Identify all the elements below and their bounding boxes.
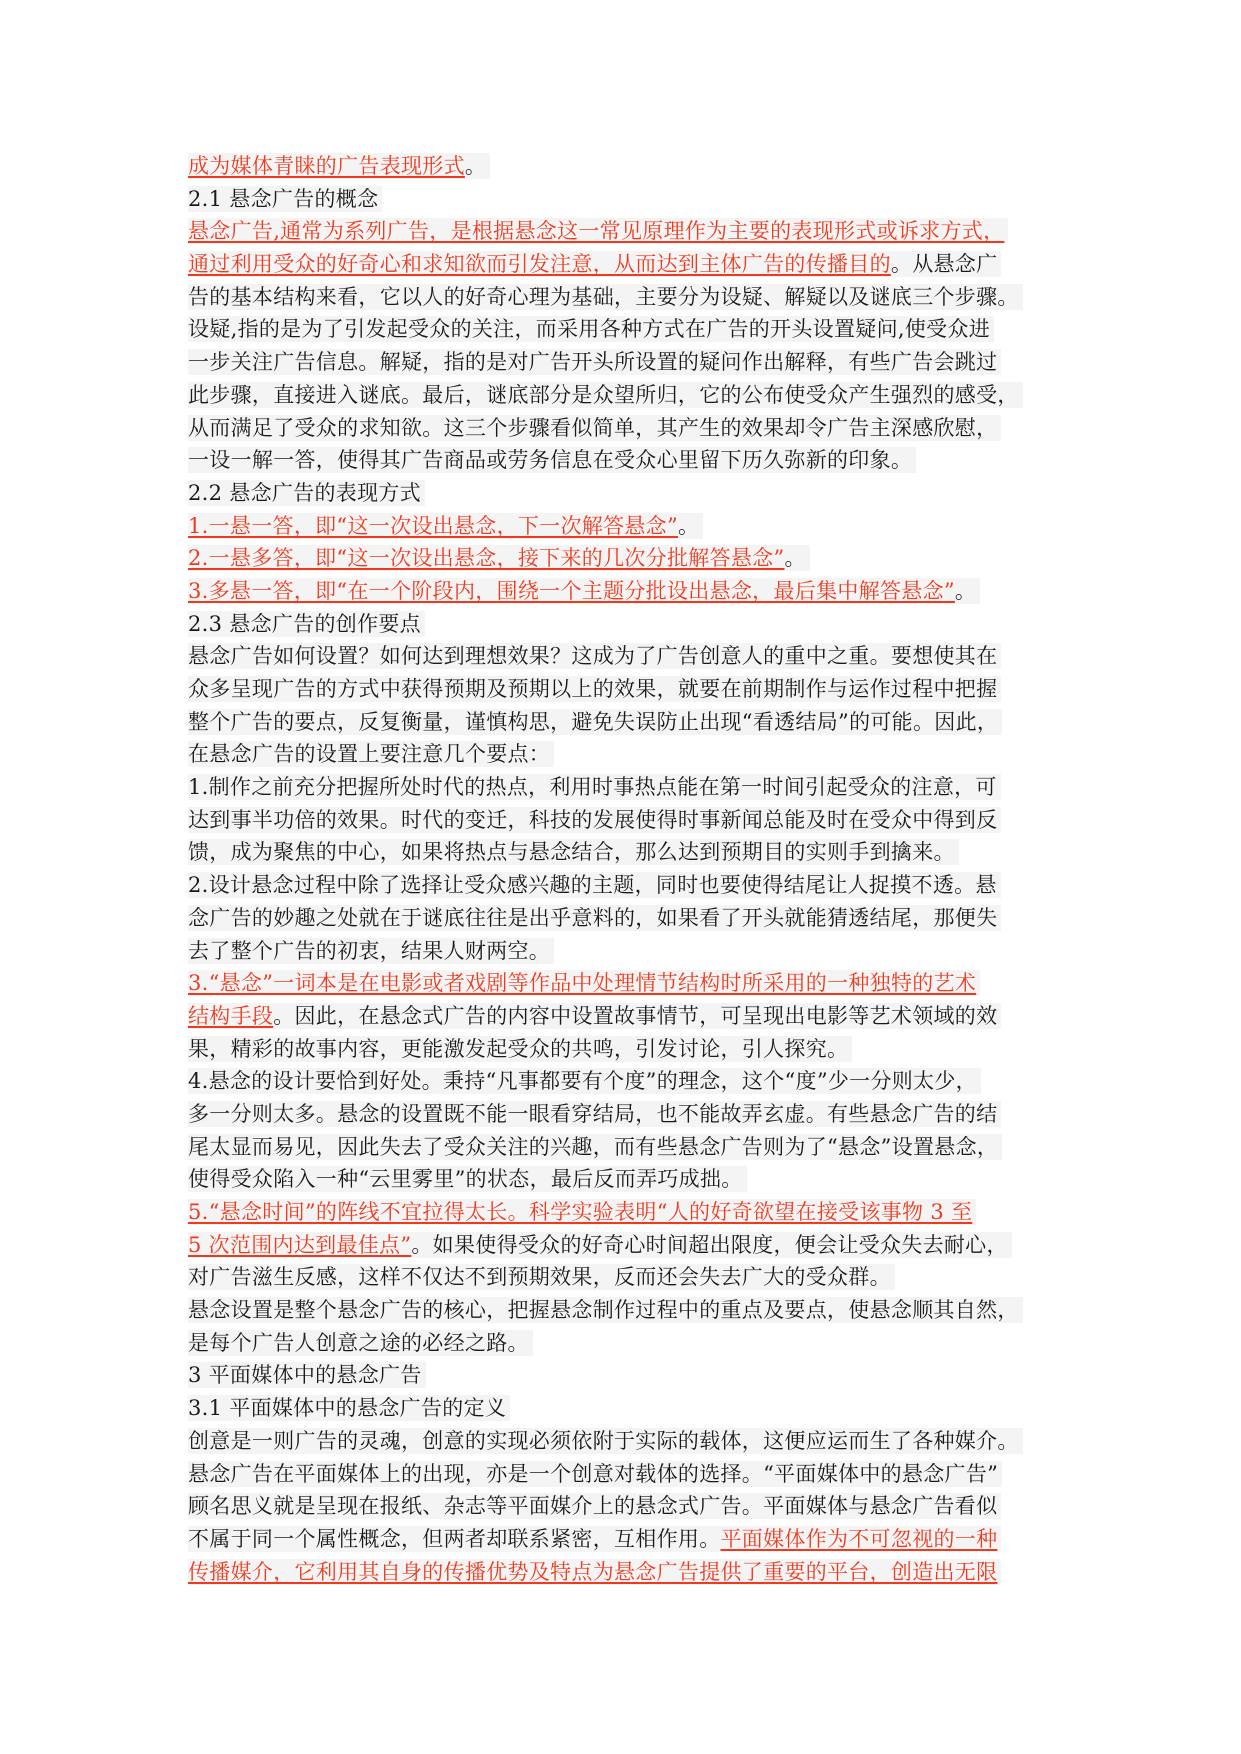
line-content xyxy=(188,938,554,964)
text-line xyxy=(188,183,1056,216)
text-line xyxy=(188,215,1056,248)
body-text: 在悬念广告的设置上要注意几个要点： xyxy=(188,742,551,767)
line-content xyxy=(188,513,703,539)
body-text: 。 xyxy=(784,546,806,571)
body-text: 设疑,指的是为了引发起受众的关注，而采用各种方式在广告的开头设置疑问,使受众进 xyxy=(188,317,991,342)
text-line xyxy=(188,313,1056,346)
text-line xyxy=(188,804,1056,837)
line-content xyxy=(188,447,916,473)
text-line xyxy=(188,1327,1056,1360)
highlighted-text: 悬念广告,通常为系列广告，是根据悬念这一常见原理作为主要的表现形式或诉求方式， xyxy=(188,219,1005,244)
body-text: 整个广告的要点，反复衡量，谨慎构思，避免失误防止出现“看透结局”的可能。因此， xyxy=(188,709,999,734)
text-line xyxy=(188,640,1056,673)
body-text: 一设一解一答，使得其广告商品或劳务信息在受众心里留下历久弥新的印象。 xyxy=(188,448,913,473)
line-content xyxy=(188,251,1001,277)
line-content xyxy=(188,839,959,865)
text-line xyxy=(188,281,1056,314)
line-content xyxy=(188,382,1023,408)
text-line xyxy=(188,510,1056,543)
text-line xyxy=(188,1425,1056,1458)
line-content xyxy=(188,578,980,604)
line-content xyxy=(188,1362,426,1388)
text-line xyxy=(188,1229,1056,1262)
body-text: 顾名思义就是呈现在报纸、杂志等平面媒介上的悬念式广告。平面媒体与悬念广告看似 xyxy=(188,1494,998,1519)
text-line xyxy=(188,1359,1056,1392)
highlighted-text: 平面媒体作为不可忽视的一种 xyxy=(720,1526,998,1551)
text-line xyxy=(188,444,1056,477)
line-content xyxy=(188,1166,747,1192)
body-text: 告的基本结构来看，它以人的好奇心理为基础，主要分为设疑、解疑以及谜底三个步骤。 xyxy=(188,284,1019,309)
text-line xyxy=(188,1163,1056,1196)
line-content xyxy=(188,807,1001,833)
body-text: 2.3 悬念广告的创作要点 xyxy=(188,611,421,636)
highlighted-text: 结构手段 xyxy=(188,1003,274,1028)
body-text: 。 xyxy=(464,154,487,178)
highlighted-text: 5 次范围内达到最佳点” xyxy=(188,1232,412,1257)
text-line xyxy=(188,346,1056,379)
body-text: 。 xyxy=(678,513,700,538)
line-content xyxy=(188,284,1023,310)
body-text: 2.1 悬念广告的概念 xyxy=(188,186,379,211)
line-content xyxy=(188,774,1001,800)
document-body xyxy=(188,150,1056,1588)
body-text: 3 平面媒体中的悬念广告 xyxy=(188,1363,422,1388)
line-content xyxy=(188,316,994,342)
line-content xyxy=(188,480,425,506)
line-content xyxy=(188,709,1002,735)
body-text: 是每个广告人创意之途的必经之路。 xyxy=(188,1330,529,1355)
line-content xyxy=(188,676,1001,702)
line-content xyxy=(188,218,1008,244)
line-content xyxy=(188,153,490,179)
body-text: 多一分则太多。悬念的设置既不能一眼看穿结局，也不能故弄玄虚。有些悬念广告的结 xyxy=(188,1101,998,1126)
highlighted-text: 2.一悬多答，即“这一次设出悬念，接下来的几次分批解答悬念” xyxy=(188,546,785,571)
text-line xyxy=(188,935,1056,968)
highlighted-text: 1.一悬一答，即“这一次设出悬念，下一次解答悬念” xyxy=(188,513,679,538)
line-content xyxy=(188,1036,852,1062)
line-content xyxy=(188,349,1001,375)
body-text: 悬念广告如何设置？如何达到理想效果？这成为了广告创意人的重中之重。要想使其在 xyxy=(188,644,998,669)
highlighted-text: 传播媒介，它利用其自身的传播优势及特点为悬念广告提供了重要的平台，创造出无限 xyxy=(188,1559,998,1584)
line-content xyxy=(188,545,810,571)
text-line xyxy=(188,1196,1056,1229)
body-text: 念广告的妙趣之处就在于谜底往往是出乎意料的，如果看了开头就能猜透结尾，那便失 xyxy=(188,905,998,930)
line-content xyxy=(188,741,554,767)
text-line xyxy=(188,902,1056,935)
text-line xyxy=(188,1523,1056,1556)
line-content xyxy=(188,872,1001,898)
line-content xyxy=(188,1199,976,1225)
body-text: 使得受众陷入一种“云里雾里”的状态，最后反而弄巧成拙。 xyxy=(188,1167,743,1192)
text-line xyxy=(188,1065,1056,1098)
body-text: 果，精彩的故事内容，更能激发起受众的共鸣，引发讨论，引人探究。 xyxy=(188,1036,849,1061)
line-content xyxy=(188,1003,1001,1029)
line-content xyxy=(188,1297,1023,1323)
body-text: 2.2 悬念广告的表现方式 xyxy=(188,480,421,505)
text-line xyxy=(188,248,1056,281)
highlighted-text: 3.“悬念”一词本是在电影或者戏剧等作品中处理情节结构时所采用的一种独特的艺术 xyxy=(188,971,977,996)
highlighted-text: 5.“悬念时间”的阵线不宜拉得太长。科学实验表明“人的好奇欲望在接受该事物 3 至 xyxy=(188,1200,973,1224)
body-text: 尾太显而易见，因此失去了受众关注的兴趣，而有些悬念广告则为了“悬念”设置悬念， xyxy=(188,1134,999,1159)
body-text: 从而满足了受众的求知欲。这三个步骤看似简单，其产生的效果却令广告主深感欣慰， xyxy=(188,415,998,440)
text-line xyxy=(188,738,1056,771)
line-content xyxy=(188,1395,510,1421)
line-content xyxy=(188,1428,1023,1454)
body-text: 不属于同一个属性概念，但两者却联系紧密，互相作用。 xyxy=(188,1526,721,1551)
body-text: 。 xyxy=(954,578,977,603)
line-content xyxy=(188,1134,1002,1160)
line-content xyxy=(188,1264,895,1290)
text-line xyxy=(188,1392,1056,1425)
body-text: 此步骤，直接进入谜底。最后，谜底部分是众望所归，它的公布使受众产生强烈的感受， xyxy=(188,382,1019,407)
text-line xyxy=(188,1261,1056,1294)
text-line xyxy=(188,150,1056,183)
body-text: 。从悬念广 xyxy=(890,252,998,277)
text-line xyxy=(188,379,1056,412)
text-line xyxy=(188,1458,1056,1491)
text-line xyxy=(188,412,1056,445)
text-line xyxy=(188,608,1056,641)
body-text: 悬念设置是整个悬念广告的核心，把握悬念制作过程中的重点及要点，使悬念顺其自然， xyxy=(188,1298,1019,1323)
line-content xyxy=(188,1526,1001,1552)
text-line xyxy=(188,673,1056,706)
text-line xyxy=(188,1098,1056,1131)
body-text: 2.设计悬念过程中除了选择让受众感兴趣的主题，同时也要使得结尾让人捉摸不透。悬 xyxy=(188,873,997,898)
line-content xyxy=(188,1101,1001,1127)
body-text: 创意是一则广告的灵魂，创意的实现必须依附于实际的载体，这便应运而生了各种媒介。 xyxy=(188,1428,1019,1453)
text-line xyxy=(188,575,1056,608)
body-text: 去了整个广告的初衷，结果人财两空。 xyxy=(188,938,551,963)
line-content xyxy=(188,1232,1012,1258)
body-text: 1.制作之前充分把握所处时代的热点，利用时事热点能在第一时间引起受众的注意，可 xyxy=(188,775,997,800)
body-text: 。因此，在悬念式广告的内容中设置故事情节，可呈现出电影等艺术领域的效 xyxy=(273,1003,998,1028)
body-text: 众多呈现广告的方式中获得预期及预期以上的效果，就要在前期制作与运作过程中把握 xyxy=(188,677,998,701)
text-line xyxy=(188,477,1056,510)
line-content xyxy=(188,1559,1001,1585)
line-content xyxy=(188,970,980,996)
body-text: 。如果使得受众的好奇心时间超出限度，便会让受众失去耐心， xyxy=(411,1232,1008,1257)
body-text: 馈，成为聚焦的中心，如果将热点与悬念结合，那么达到预期目的实则手到擒来。 xyxy=(188,840,955,865)
line-content xyxy=(188,905,1001,931)
line-content xyxy=(188,415,1001,441)
highlighted-text: 3.多悬一答，即“在一个阶段内，围绕一个主题分批设出悬念，最后集中解答悬念” xyxy=(188,578,955,603)
line-content xyxy=(188,1330,533,1356)
text-line xyxy=(188,1294,1056,1327)
highlighted-text: 通过利用受众的好奇心和求知欲而引发注意，从而达到主体广告的传播目的 xyxy=(188,252,891,277)
text-line xyxy=(188,1490,1056,1523)
text-line xyxy=(188,1131,1056,1164)
highlighted-text: 成为媒体青睐的广告表现形式 xyxy=(188,154,465,178)
text-line xyxy=(188,1033,1056,1066)
body-text: 4.悬念的设计要恰到好处。秉持“凡事都要有个度”的理念，这个“度”少一分则太少， xyxy=(188,1069,977,1094)
line-content xyxy=(188,186,382,212)
body-text: 3.1 平面媒体中的悬念广告的定义 xyxy=(188,1396,507,1421)
text-line xyxy=(188,869,1056,902)
line-content xyxy=(188,611,425,637)
text-line xyxy=(188,1000,1056,1033)
body-text: 达到事半功倍的效果。时代的变迁，科技的发展使得时事新闻总能及时在受众中得到反 xyxy=(188,807,998,832)
line-content xyxy=(188,1461,1002,1487)
text-line xyxy=(188,542,1056,575)
line-content xyxy=(188,1493,1001,1519)
line-content xyxy=(188,643,1001,669)
text-line xyxy=(188,836,1056,869)
body-text: 悬念广告在平面媒体上的出现，亦是一个创意对载体的选择。“平面媒体中的悬念广告” xyxy=(188,1461,999,1486)
text-line xyxy=(188,1556,1056,1589)
text-line xyxy=(188,706,1056,739)
text-line xyxy=(188,967,1056,1000)
body-text: 一步关注广告信息。解疑，指的是对广告开头所设置的疑问作出解释，有些广告会跳过 xyxy=(188,350,998,375)
body-text: 对广告滋生反感，这样不仅达不到预期效果，反而还会失去广大的受众群。 xyxy=(188,1265,891,1290)
text-line xyxy=(188,771,1056,804)
line-content xyxy=(188,1068,981,1094)
